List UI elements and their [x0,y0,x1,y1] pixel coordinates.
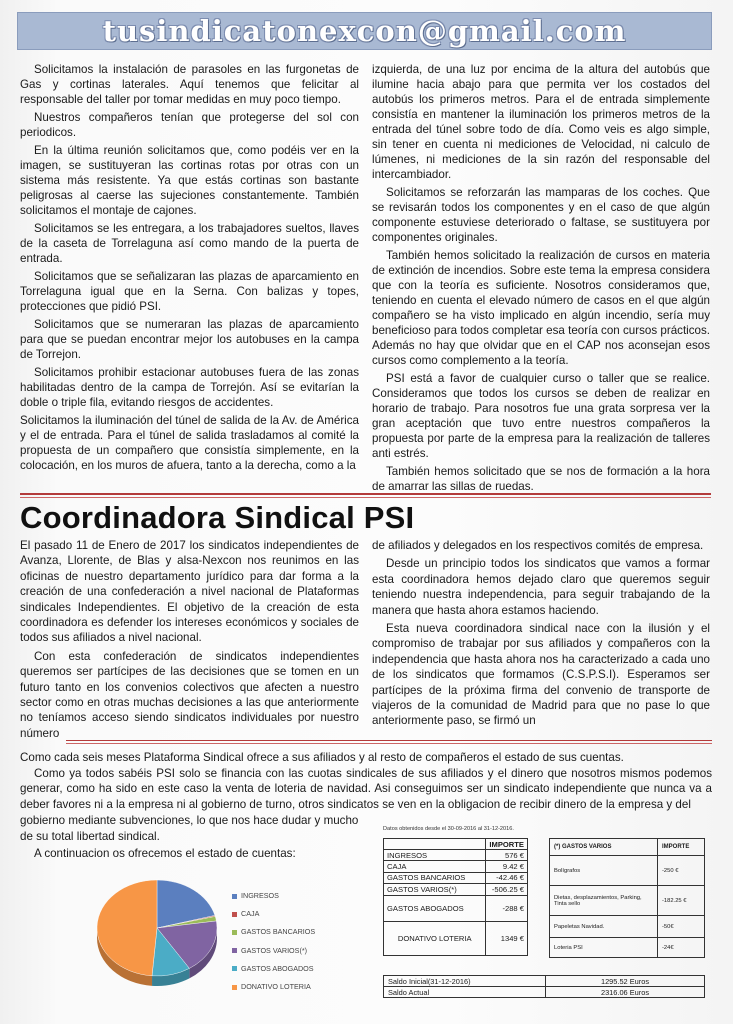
paragraph: Solicitamos la instalación de parasoles en las furgonetas de Gas y cortinas laterales. Aquí tenemos que felicitar al responsable del taller por tomar medidas en muy poco tiempo. [20,63,359,106]
section-divider [20,493,711,495]
table-row [384,884,528,895]
table-cell: GASTOS VARIOS(*) [384,884,486,895]
legend-label: INGRESOS [241,891,279,900]
left-column [20,62,359,476]
table-cell: DONATIVO LOTERIA [384,921,486,955]
table-cell: 576 € [486,850,528,861]
email-banner [17,12,712,50]
legend-swatch [232,930,237,935]
table-cell: -24€ [658,938,705,958]
legend-swatch [232,948,237,953]
paragraph: de su total libertad sindical. [20,829,160,843]
table-row [384,987,705,998]
table-caption: Datos obtenidos desde el 30-09-2016 al 31-12-2016. [383,826,514,832]
legend-item [232,905,315,923]
paragraph: izquierda, de una luz por encima de la altura del autobús que ilumine hacia abajo para que permita ver los costados del autobús los primeros metros. Para el de entrada simplemente consistía en mantener la iluminación los primeros metros de la entrada del túnel sobre todo de día. Como veis es algo simple, sin tener en cuenta ni mediciones de Velocidad, ni calculo de lúmenes, ni mediciones de la sin razón del responsable del intercambiador. [372,63,710,181]
table-cell: Saldo Actual [384,987,546,998]
paragraph: En la última reunión solicitamos que, como podéis ver en la imagen, se sustituyeran las cortinas rotas por otras con un sistema más resistente. Ya que estás cortinas son bastante peligrosas al caerse las sujeciones constantemente. También solicitamos el montaje de cajones. [20,144,359,217]
legend-label: GASTOS VARIOS(*) [241,945,308,955]
table-cell: 1349 € [486,921,528,955]
table-cell: 1295.52 Euros [546,976,705,987]
paragraph: Esta nueva coordinadora sindical nace con la ilusión y el compromiso de trabajar por sus afiliados y compañeros con la independencia que hasta ahora nos ha caracterizado a cada uno de los sindicatos que formamos (C.S.P.S.I). Esperamos ser partícipes de la próxima firma del convenio de transporte de viajeros de la comunidad de Madrid para que no pase lo que anteriormente paso, se firmó un [372,622,710,728]
contact-email[interactable]: tusindicatonexcon@gmail.com [102,14,627,48]
table-cell: 9.42 € [486,861,528,872]
table-row [384,921,528,955]
legend-item [232,960,315,978]
paragraph: Con esta confederación de sindicatos independientes queremos ser partícipes de las decisiones que se tomen en un futuro tanto en los convenios colectivos que afecten a nuestro sector como en otras muchas decisiones a las que anteriormente no teníamos acceso siendo sindicatos individuales por nuestro número [20,649,359,740]
paragraph: Solicitamos se reforzarán las mamparas de los coches. Que se revisarán todos los componentes y en el caso de que algún componente estuviese deteriorado o faltase, se sustituyera por componentes originales. [372,186,710,244]
paragraph: Como cada seis meses Plataforma Sindical ofrece a sus afiliados y al resto de compañeros el estado de sus cuentas. [20,751,624,764]
legend-swatch [232,912,237,917]
table-row [384,861,528,872]
legend-swatch [232,985,237,990]
legend-label: GASTOS ABOGADOS [241,963,314,973]
table-cell: INGRESOS [384,850,486,861]
legend-item [232,942,315,960]
table-cell: Bolígrafos [550,856,658,886]
table-cell: Dietas, desplazamientos, Parking, Tinta sello [550,886,658,916]
accounts-table [383,838,528,956]
section-divider [66,740,712,741]
chart-legend [232,887,315,996]
accounts-text [20,750,712,812]
table-row [550,856,705,886]
table-row [384,976,705,987]
section-title: Coordinadora Sindical PSI [20,500,415,535]
table-row [550,886,705,916]
table-row [384,872,528,883]
table-row [384,850,528,861]
paragraph: A continuacion os ofrecemos el estado de cuentas: [34,847,296,861]
table-header-cell [384,839,486,850]
section-right-column [372,538,710,732]
paragraph: gobierno mediante subvenciones, lo que nos hace dudar y mucho [20,814,359,827]
legend-swatch [232,966,237,971]
table-cell: -288 € [486,895,528,921]
legend-label: GASTOS BANCARIOS [241,927,316,937]
table-cell: Papeletas Navidad. [550,916,658,938]
legend-item [232,923,315,941]
paragraph: Nuestros compañeros tenían que protegerse del sol con periodicos. [20,111,359,139]
paragraph: También hemos solicitado la realización de cursos en materia de extinción de incendios. Sobre este tema la empresa considera que con la teoría es suficiente. Nosotros consideramos que, teniendo en cuenta el elevado número de casos en el que algún compañero se ha visto implicado en algún incendio, sería muy beneficioso para todos completar esa teoría con cursos prácticos. Además no hay que olvidar que en el CAP nos aconsejan esos cursos como complemento a la teoría. [372,249,710,367]
paragraph: Solicitamos prohibir estacionar autobuses fuera de las zonas habilitadas dentro de la campa de Torrejón. Así se evitarían la doble o triple fila, evitando riesgos de accidentes. [20,366,359,409]
section-left-column [20,538,359,744]
table-header-cell: IMPORTE [658,839,705,856]
table-cell: -50€ [658,916,705,938]
legend-item [232,887,315,905]
table-header-cell: (*) GASTOS VARIOS [550,839,658,856]
table-cell: -506.25 € [486,884,528,895]
paragraph: Como ya todos sabéis PSI solo se financia con las cuotas sindicales de sus afiliados y el dinero que nosotros mismos podemos generar, como ha sido en este caso la venta de loteria de navidad. Asi conseguimos ser un sindicato independiente que nunca va a deber favores ni a la empresa ni al gobierno de turno, otros sindicatos se ven en la obligacion de recibir dinero de la empresa y del [20,766,712,811]
table-cell: -250 € [658,856,705,886]
table-cell: 2316.06 Euros [546,987,705,998]
table-row [550,938,705,958]
paragraph: Solicitamos se les entregara, a los trabajadores sueltos, llaves de la caseta de Torrelaguna así como mando de la puerta de entrada. [20,222,359,265]
section-divider [20,497,711,498]
paragraph: Solicitamos que se señalizaran las plazas de aparcamiento en Torrelaguna igual que en la Serna. Con balizas y topes, protecciones que pidió PSI. [20,270,359,313]
table-cell: -42.46 € [486,872,528,883]
paragraph: Solicitamos que se numeraran las plazas de aparcamiento para que se puedan encontrar mejor los autobuses en la campa de Torrejon. [20,318,359,361]
table-row [550,916,705,938]
paragraph: Desde un principio todos los sindicatos que vamos a formar esta coordinadora hemos dejado claro que queremos seguir teniendo nuestra independencia, para seguir trabajando de la manera que hasta ahora estamos haciendo. [372,557,710,617]
table-cell: Saldo Inicial(31-12-2016) [384,976,546,987]
table-cell: CAJA [384,861,486,872]
paragraph: También hemos solicitado que se nos de formación a la hora de amarrar las sillas de ruedas. [372,465,710,493]
legend-swatch [232,894,237,899]
accounts-text-cont [20,813,380,862]
table-cell: -182.25 € [658,886,705,916]
paragraph: de afiliados y delegados en los respectivos comités de empresa. [372,539,704,552]
table-header-cell: IMPORTE [486,839,528,850]
expenses-table [549,838,705,958]
legend-item [232,978,315,996]
paragraph: Solicitamos la iluminación del túnel de salida de la Av. de América y el de entrada. Para el túnel de salida trasladamos al comité la propuesta de un compañero que consistía simplemente, en la colocación, en los muros de afuera, tanto a la derecha, como a la [20,414,359,472]
table-cell: GASTOS ABOGADOS [384,895,486,921]
legend-label: DONATIVO LOTERIA [241,982,311,992]
table-cell: Loteria PSI [550,938,658,958]
table-cell: GASTOS BANCARIOS [384,872,486,883]
table-row [384,895,528,921]
paragraph: PSI está a favor de cualquier curso o taller que se realice. Consideramos que todos los cursos se deben de realizar en horario de trabajo. Para nosotros fue una grata sorpresa ver la gran aceptación que tuvo entre nuestros compañeros la propuesta por parte de la empresa para la realización de talleres anti estrés. [372,372,710,460]
right-column [372,62,710,497]
section-divider [66,743,712,744]
legend-label: CAJA [241,909,260,919]
paragraph: El pasado 11 de Enero de 2017 los sindicatos independientes de Avanza, Llorente, de Blas y alsa-Nexcon nos reunimos en las oficinas de nuestro departamento jurídico para dar forma a la creación de una confederación a nivel nacional de Plataformas sindicales Independientes. El objetivo de la creación de esta coordinadora es defender los intereses económicos y sociales de todos sus afiliados a nivel nacional. [20,539,359,645]
balance-table [383,975,705,998]
